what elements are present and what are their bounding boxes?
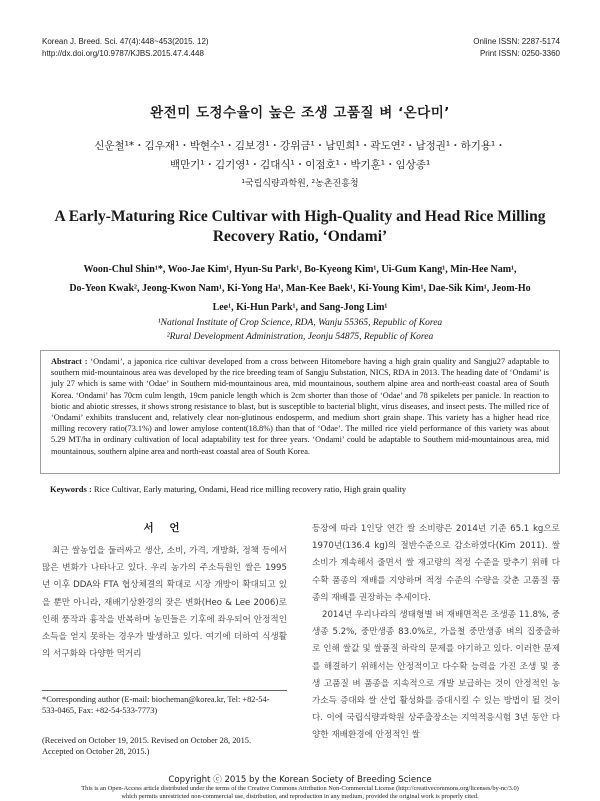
- corresponding-line2: 533-0465, Fax: +82-54-533-7773): [42, 706, 158, 715]
- english-title-line2: Recovery Ratio, ‘Ondami’: [212, 228, 388, 245]
- korean-title: 완전미 도정수율이 높은 조생 고품질 벼 ‘온다미’: [150, 105, 450, 121]
- license-notice: [30, 785, 570, 801]
- license-line1: This is an Open-Access article distributed under the terms of the Creative Commons Attribution Non-Commercial License (http://creativecommons.org/licenses/by-nc/3.0): [81, 785, 519, 792]
- accepted-date: Accepted on October 28, 2015.): [42, 747, 150, 756]
- keywords: [50, 484, 560, 494]
- english-authors-line2: Do-Yeon Kwak², Jeong-Kwon Nam¹, Ki-Yong Ha¹, Man-Kee Baek¹, Ki-Young Kim¹, Dae-Sik Kim¹, Jeom-Ho: [69, 283, 531, 294]
- corresponding-line1: *Corresponding author (E-mail: biocheman@korea.kr, Tel: +82-54-: [42, 695, 270, 704]
- korean-authors-line1: 신운철¹*・김우재¹・박현수¹・김보경¹・강위금¹・남민희¹・곽도연²・남정권¹・하기용¹・: [94, 140, 506, 152]
- abstract-label: Abstract :: [51, 357, 88, 366]
- intro-right-paragraph-2: 2014년 우리나라의 생태형별 벼 재배면적은 조생종 11.8%, 중생종 5.2%, 중만생종 83.0%로, 가을철 중만생종 벼의 집중출하로 인해 쌀값 및 쌀품질 하락의 문제를 야기하고 있다. 이러한 문제를 해결하기 위해서는 안정적이고 다수확 능력을 가진 조생 및 중생 고품질 벼 품종을 지속적으로 개발 보급하는 것이 안정적인 농가소득 증대와 쌀 산업 활성화를 증대시킬 수 있는 방법이 될 것이다. 이에 국립식량과학원 상주출장소는 지역적응시험 3년 동안 다양한 재배환경에 안정적인 쌀: [312, 610, 560, 741]
- keywords-text: Rice Cultivar, Early maturing, Ondami, Head rice milling recovery ratio, High grain quality: [93, 484, 407, 494]
- corresponding-author-footnote: [42, 694, 287, 716]
- english-affiliations: [0, 316, 600, 344]
- copyright-line: Copyright ⓒ 2015 by the Korean Society of Breeding Science: [168, 775, 432, 785]
- footnote-divider: [42, 690, 287, 691]
- journal-doi-link[interactable]: http://dx.doi.org/10.9787/KJBS.2015.47.4.448: [42, 49, 204, 58]
- english-title-line1: A Early-Maturing Rice Cultivar with High-Quality and Head Rice Milling: [54, 208, 546, 225]
- received-date: (Received on October 19, 2015. Revised on October 28, 2015.: [42, 736, 252, 745]
- intro-section-title: 서 언: [143, 522, 186, 534]
- online-issn: Online ISSN: 2287-5174: [473, 37, 560, 46]
- korean-authors-line2: 백만기¹・김기영¹・김대식¹・이점호¹・박기훈¹・임상종¹: [169, 159, 431, 171]
- english-affiliation-1: ¹National Institute of Crop Science, RDA, Wanju 55365, Republic of Korea: [157, 318, 443, 328]
- journal-citation: Korean J. Breed. Sci. 47(4):448~453(2015. 12): [42, 37, 209, 46]
- keywords-label: Keywords :: [50, 484, 92, 494]
- dates-footnote: [42, 735, 287, 757]
- journal-header-left: [42, 36, 209, 60]
- korean-affiliations: ¹국립식량과학원, ²농촌진흥청: [241, 179, 359, 189]
- intro-left-column: [42, 543, 287, 663]
- intro-right-paragraph-1: 등장에 따라 1인당 연간 쌀 소비량은 2014년 기준 65.1 kg으로 1970년(136.4 kg)의 절반수준으로 감소하였다(Kim 2011). 쌀소비가 계속해서 줄면서 쌀 재고량의 적정 수준을 맞추기 위해 다수확 품종의 재배를 지양하며 적정 수준의 수량을 갖춘 고품질 품종의 재배를 권장하는 추세이다.: [312, 524, 560, 603]
- intro-left-paragraph: 최근 쌀농업을 둘러싸고 생산, 소비, 가격, 개방화, 정책 등에서 많은 변화가 나타나고 있다. 우리 농가의 주소득원인 쌀은 1995년 이후 DDA와 FTA 협상체결의 확대로 시장 개방이 확대되고 있을 뿐만 아니라, 재배기상환경의 잦은 변화(Heo & Lee 2006)로 인해 풍작과 흉작을 반복하며 농민들은 기후에 좌우되어 안정적인 소득을 얻지 못하는 경우가 발생하고 있다. 여기에 더하여 식생활의 서구화와 다양한 먹거리: [42, 546, 287, 660]
- intro-right-column: [312, 521, 560, 745]
- english-authors-line1: Woon-Chul Shin¹*, Woo-Jae Kim¹, Hyun-Su Park¹, Bo-Kyeong Kim¹, Ui-Gum Kang¹, Min-Hee Nam¹,: [83, 264, 517, 275]
- abstract-box: [40, 350, 560, 474]
- korean-authors: [60, 137, 540, 175]
- abstract-text: ‘Ondami’, a japonica rice cultivar developed from a cross between Hitomebore having a high grain quality and Sangju27 adaptable to southern mid-mountainous area was developed by the rice breeding team of Sangju Substation, NICS, RDA in 2013. The heading date of ‘Ondami’ is july 27 which is same with ‘Odae’ in Southern mid-mountainous area, mid mountainous, southern alpine area and north-east coastal area of South Korea. ‘Ondami’ has 70cm culm length, 19cm panicle length which is 2cm shorter than those of ‘Odae’ and 78 spikelets per panicle. In reaction to biotic and abiotic stresses, it shows strong resistance to blast, but is susceptible to bacterial blight, virus diseases, and insect pests. The milled rice of ‘Ondami’ exhibits translucent and, relatively clear non-glutinous endosperm, and medium short grain shape. This variety has a higher head rice milling recovery ratio(73.1%) and lower amylose content(18.8%) than that of ‘Odae’. The milled rice yield performance of this variety was about 5.29 MT/ha in ordinary cultivation of local adaptability test for three years. ‘Ondami’ could be adaptable to Southern mid-mountainous area, mid mountainous, southern alpine area and north-east coastal area of South Korea.: [51, 357, 549, 456]
- english-affiliation-2: ²Rural Development Administration, Jeonju 54875, Republic of Korea: [166, 332, 434, 342]
- journal-header-right: [473, 36, 560, 60]
- english-authors: [40, 260, 560, 317]
- english-authors-line3: Lee¹, Ki-Hun Park¹, and Sang-Jong Lim¹: [212, 302, 388, 313]
- print-issn: Print ISSN: 0250-3360: [479, 49, 560, 58]
- license-line2: which permits unrestricted non-commercial use, distribution, and reproduction in any medium, provided the original work is properly cited.: [121, 793, 479, 800]
- english-title: [40, 207, 560, 247]
